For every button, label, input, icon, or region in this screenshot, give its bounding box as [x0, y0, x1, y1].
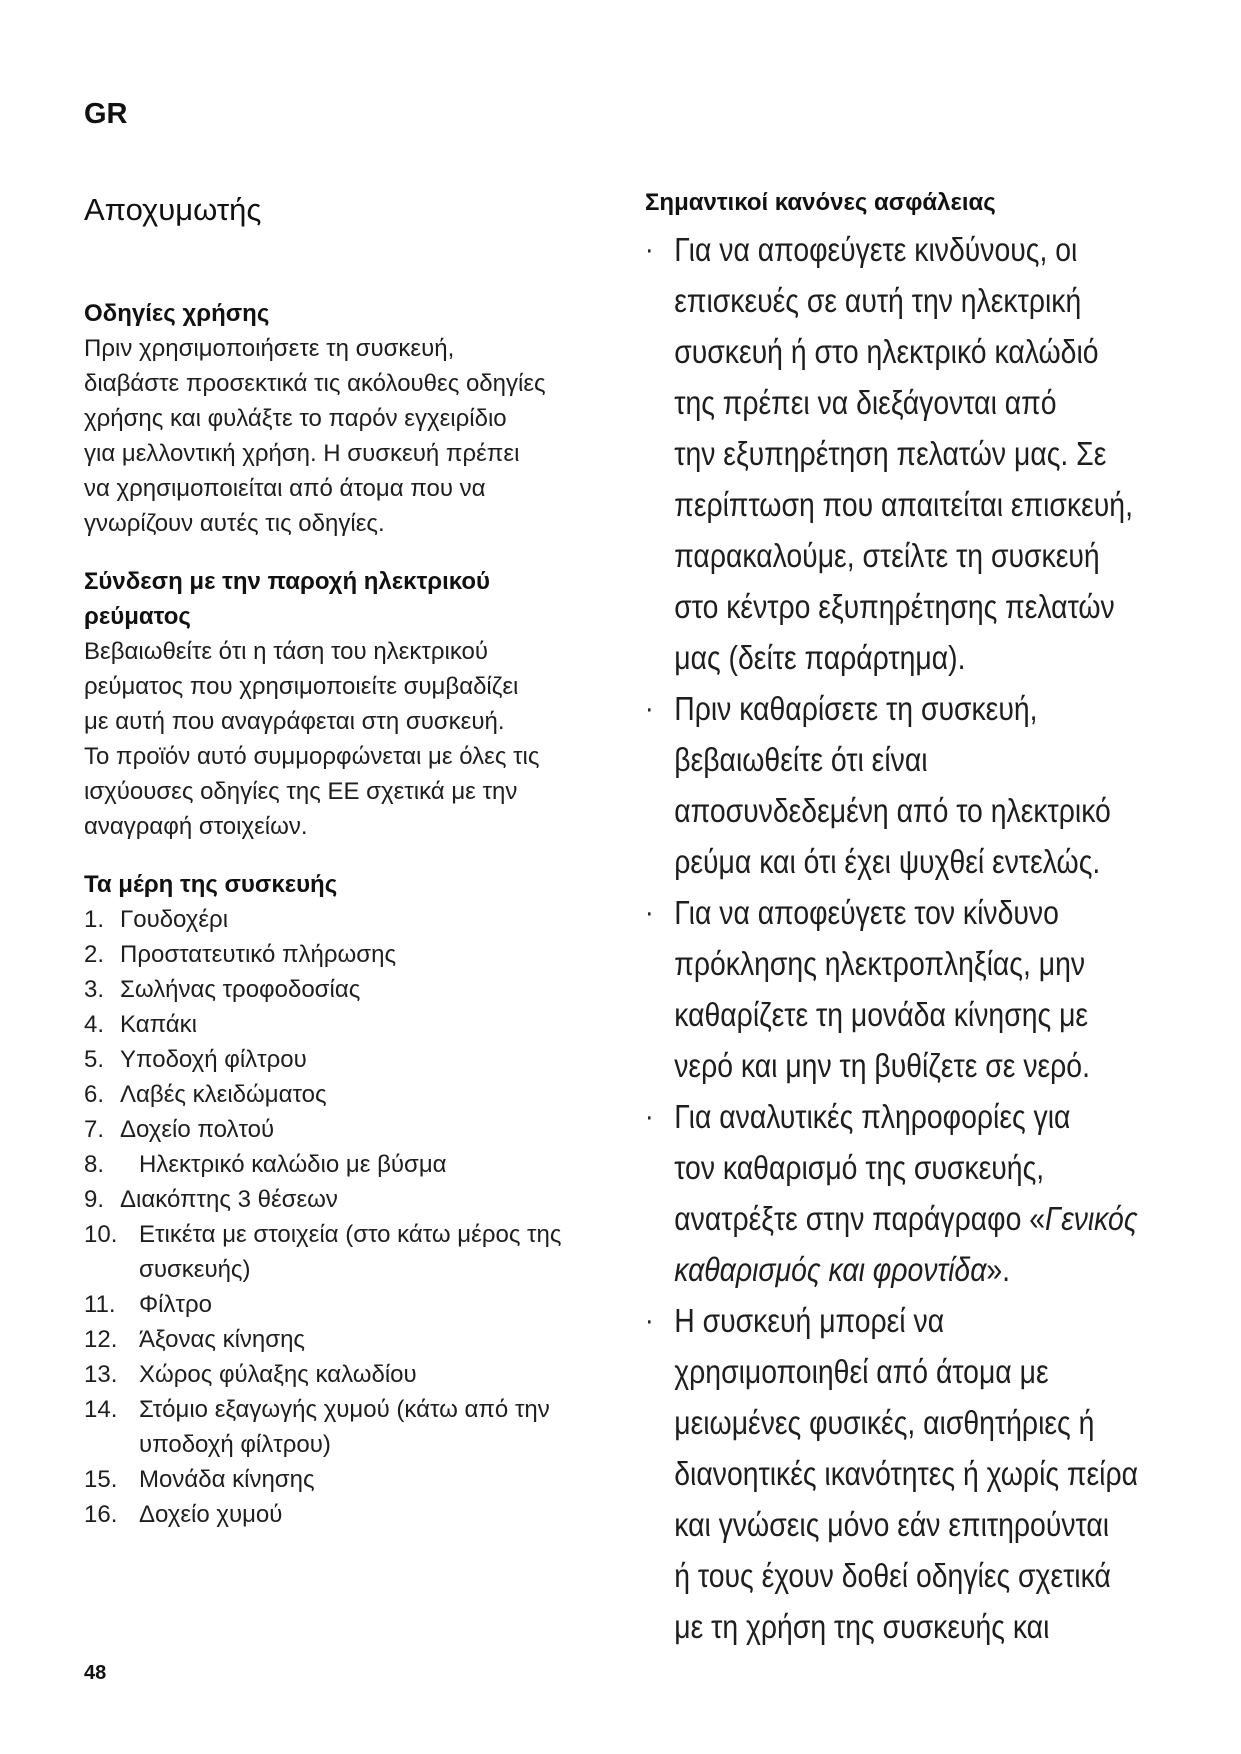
text-line: παρακαλούμε, στείλτε τη συσκευή [674, 537, 1100, 574]
item-text: Δοχείο πολτού [120, 1116, 275, 1143]
bullet-icon: · [645, 692, 654, 725]
power-heading: Σύνδεση με την παροχή ηλεκτρικού [84, 568, 491, 595]
text-line: για μελλοντική χρήση. Η συσκευή πρέπει [84, 440, 520, 467]
item-number: 8. [84, 1151, 105, 1178]
item-number: 1. [84, 906, 105, 933]
item-text: Άξονας κίνησης [139, 1326, 305, 1353]
list-item [84, 1007, 624, 1042]
list-item [84, 1042, 624, 1077]
item-text: Ετικέτα με στοιχεία (στο κάτω μέρος της [139, 1221, 562, 1248]
text-line [674, 1244, 1190, 1295]
text-line: με τη χρήση της συσκευής και [674, 1608, 1050, 1645]
list-item [84, 1462, 624, 1497]
item-text: Χώρος φύλαξης καλωδίου [139, 1361, 417, 1388]
item-number: 12. [84, 1326, 118, 1353]
item-number: 11. [84, 1291, 116, 1318]
language-code: GR [84, 98, 128, 130]
safety-item [645, 1091, 1190, 1295]
instructions-text [84, 331, 624, 541]
list-item [84, 1147, 624, 1182]
reference-suffix: ». [986, 1251, 1011, 1288]
text-line: ρεύμα και ότι έχει ψυχθεί εντελώς. [674, 843, 1101, 880]
text-line: Για να αποφεύγετε κινδύνους, οι [674, 231, 1078, 268]
item-text: Ηλεκτρικό καλώδιο με βύσμα [139, 1151, 447, 1178]
item-text: Γουδοχέρι [120, 906, 229, 933]
list-item [84, 937, 624, 972]
item-text: Διακόπτης 3 θέσεων [120, 1186, 338, 1213]
safety-item [645, 1295, 1190, 1652]
text-line: Για αναλυτικές πληροφορίες για [674, 1098, 1071, 1135]
text-line: γνωρίζουν αυτές τις οδηγίες. [84, 510, 385, 537]
item-number: 5. [84, 1046, 105, 1073]
text-line: στο κέντρο εξυπηρέτησης πελατών [674, 588, 1115, 625]
right-column [645, 188, 1165, 1652]
list-item [84, 1392, 624, 1462]
power-text [84, 634, 624, 844]
item-number: 6. [84, 1081, 105, 1108]
text-line: Πριν χρησιμοποιήσετε τη συσκευή, [84, 335, 455, 362]
text-line: επισκευές σε αυτή την ηλεκτρική [674, 282, 1082, 319]
reference-link-part: καθαρισμός και φροντίδα [674, 1251, 987, 1288]
text-line: χρήσης και φυλάξτε το παρόν εγχειρίδιο [84, 405, 507, 432]
safety-heading: Σημαντικοί κανόνες ασφάλειας [645, 189, 996, 216]
bullet-icon: · [645, 1304, 654, 1337]
item-number: 4. [84, 1011, 105, 1038]
text-line: αναγραφή στοιχείων. [84, 813, 308, 840]
item-number: 7. [84, 1116, 105, 1143]
page-number: 48 [84, 1662, 107, 1684]
bullet-icon: · [645, 1100, 654, 1133]
list-item [84, 902, 624, 937]
item-text: Δοχείο χυμού [139, 1501, 283, 1528]
item-number: 10. [84, 1221, 118, 1248]
bullet-icon: · [645, 896, 654, 929]
text-line: τον καθαρισμό της συσκευής, [674, 1149, 1045, 1186]
list-item [84, 1217, 624, 1287]
item-number: 15. [84, 1466, 118, 1493]
text-line: μας (δείτε παράρτημα). [674, 639, 966, 676]
safety-item [645, 224, 1190, 683]
text-line [674, 1193, 1190, 1244]
safety-item [645, 887, 1190, 1091]
item-number: 16. [84, 1501, 118, 1528]
item-text: Σωλήνας τροφοδοσίας [120, 976, 361, 1003]
text-line: περίπτωση που απαιτείται επισκευή, [674, 486, 1133, 523]
parts-heading: Τα μέρη της συσκευής [84, 871, 338, 898]
text-line: καθαρίζετε τη μονάδα κίνησης με [674, 996, 1089, 1033]
text-line: νερό και μην τη βυθίζετε σε νερό. [674, 1047, 1090, 1084]
list-item [84, 1322, 624, 1357]
text-line: την εξυπηρέτηση πελατών μας. Σε [674, 435, 1107, 472]
text-line: της πρέπει να διεξάγονται από [674, 384, 1057, 421]
list-item [84, 1357, 624, 1392]
parts-list [84, 902, 624, 1532]
text-line: χρησιμοποιηθεί από άτομα με [674, 1353, 1049, 1390]
safety-item [645, 683, 1190, 887]
safety-list [645, 224, 1165, 1652]
item-number: 14. [84, 1396, 118, 1423]
text-line: πρόκλησης ηλεκτροπληξίας, μην [674, 945, 1086, 982]
item-number: 3. [84, 976, 105, 1003]
text-line: Πριν καθαρίσετε τη συσκευή, [674, 690, 1038, 727]
text-line: αποσυνδεδεμένη από το ηλεκτρικό [674, 792, 1111, 829]
text-line: Η συσκευή μπορεί να [674, 1302, 945, 1339]
instructions-heading: Οδηγίες χρήσης [84, 300, 270, 327]
item-text: Καπάκι [120, 1011, 198, 1038]
list-item [84, 1287, 624, 1322]
text-line: να χρησιμοποιείται από άτομα που να [84, 475, 486, 502]
page-title: Αποχυμωτής [84, 192, 262, 227]
text-line: διανοητικές ικανότητες ή χωρίς πείρα [674, 1455, 1139, 1492]
list-item [84, 1497, 624, 1532]
bullet-icon: · [645, 233, 654, 266]
text-line: ρεύματος που χρησιμοποιείτε συμβαδίζει [84, 673, 519, 700]
item-text: Φίλτρο [139, 1291, 212, 1318]
text-line: συσκευή ή στο ηλεκτρικό καλώδιό [674, 333, 1099, 370]
list-item [84, 972, 624, 1007]
text-line: μειωμένες φυσικές, αισθητήριες ή [674, 1404, 1095, 1441]
text-line: Το προϊόν αυτό συμμορφώνεται με όλες τις [84, 743, 540, 770]
item-text: Υποδοχή φίλτρου [120, 1046, 307, 1073]
item-number: 9. [84, 1186, 105, 1213]
item-text-cont: υποδοχή φίλτρου) [139, 1431, 331, 1458]
item-number: 2. [84, 941, 105, 968]
text-line: ή τους έχουν δοθεί οδηγίες σχετικά [674, 1557, 1111, 1594]
left-column [84, 296, 624, 1532]
item-text: Στόμιο εξαγωγής χυμού (κάτω από την [139, 1396, 550, 1423]
item-text-cont: συσκευής) [139, 1256, 251, 1283]
reference-prefix: ανατρέξτε στην παράγραφο « [674, 1200, 1046, 1237]
text-line: με αυτή που αναγράφεται στη συσκευή. [84, 708, 505, 735]
item-text: Προστατευτικό πλήρωσης [120, 941, 397, 968]
text-line: Για να αποφεύγετε τον κίνδυνο [674, 894, 1059, 931]
text-line: βεβαιωθείτε ότι είναι [674, 741, 928, 778]
text-line: διαβάστε προσεκτικά τις ακόλουθες οδηγίες [84, 370, 546, 397]
list-item [84, 1112, 624, 1147]
text-line: και γνώσεις μόνο εάν επιτηρούνται [674, 1506, 1110, 1543]
item-text: Μονάδα κίνησης [139, 1466, 315, 1493]
reference-link-part: Γενικός [1045, 1200, 1138, 1237]
list-item [84, 1182, 624, 1217]
item-number: 13. [84, 1361, 118, 1388]
text-line: Βεβαιωθείτε ότι η τάση του ηλεκτρικού [84, 638, 489, 665]
text-line: ισχύουσες οδηγίες της ΕΕ σχετικά με την [84, 778, 518, 805]
list-item [84, 1077, 624, 1112]
item-text: Λαβές κλειδώματος [120, 1081, 327, 1108]
power-heading-cont: ρεύματος [84, 603, 191, 630]
